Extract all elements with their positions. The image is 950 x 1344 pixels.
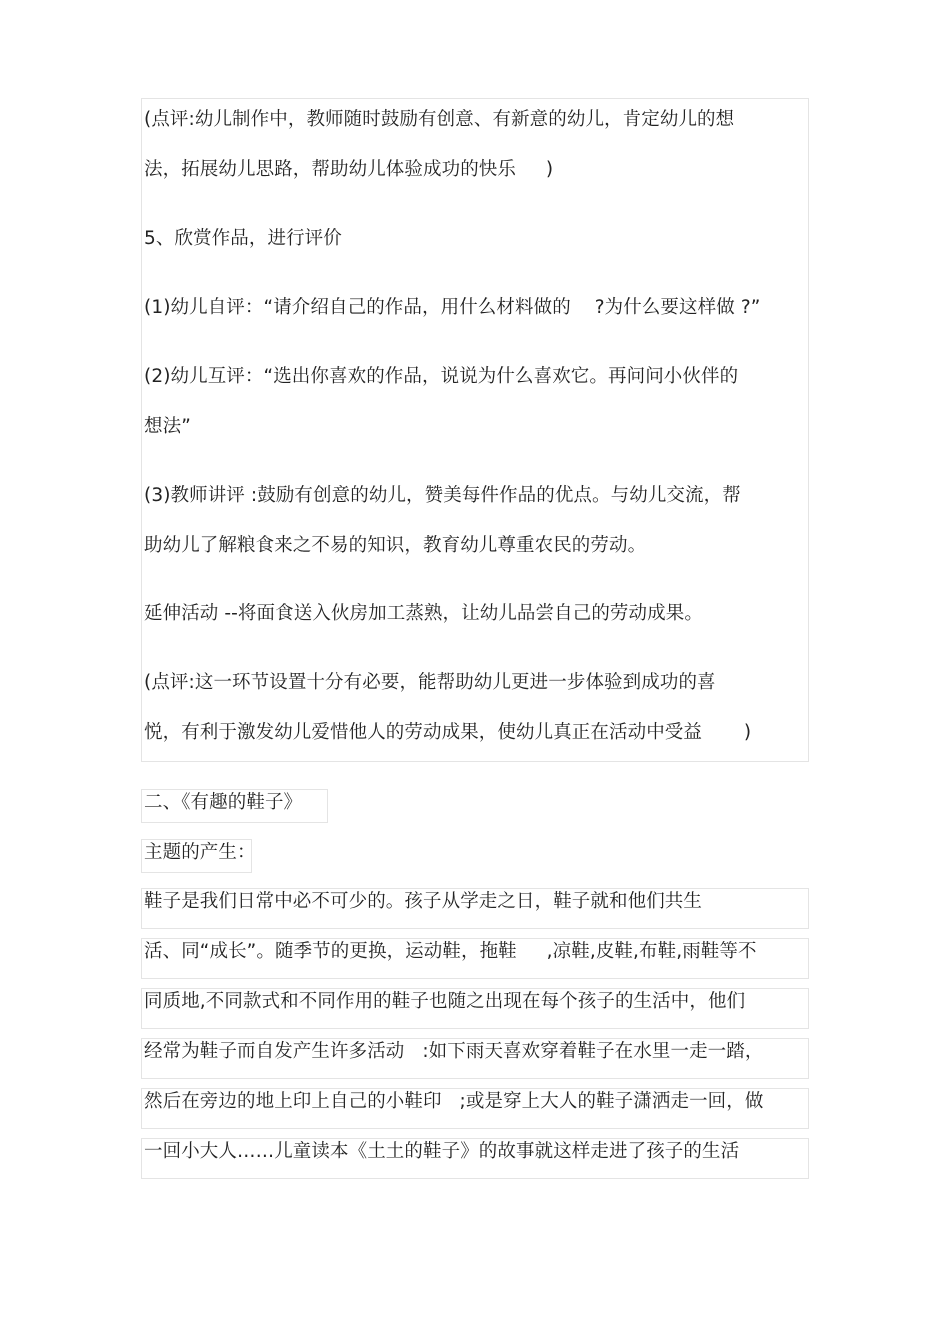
section-heading: 二、《有趣的鞋子》 bbox=[144, 792, 303, 813]
text-line: 经常为鞋子而自发产生许多活动 :如下雨天喜欢穿着鞋子在水里一走一踏， bbox=[144, 1041, 764, 1062]
section-frame bbox=[141, 98, 809, 762]
text-line: 悦，有利于激发幼儿爱惜他人的劳动成果，使幼儿真正在活动中受益 ) bbox=[144, 722, 752, 743]
text-line: (3)教师讲评 :鼓励有创意的幼儿，赞美每件作品的优点。与幼儿交流，帮 bbox=[144, 485, 741, 506]
text-line: 想法” bbox=[144, 416, 191, 437]
text-line: 鞋子是我们日常中必不可少的。孩子从学走之日，鞋子就和他们共生 bbox=[144, 891, 703, 912]
text-line: 然后在旁边的地上印上自己的小鞋印 ;或是穿上大人的鞋子潇洒走一回，做 bbox=[144, 1091, 764, 1112]
text-line: (2)幼儿互评：“选出你喜欢的作品，说说为什么喜欢它。再问问小伙伴的 bbox=[144, 366, 739, 387]
text-line: 助幼儿了解粮食来之不易的知识，教育幼儿尊重农民的劳动。 bbox=[144, 535, 647, 556]
text-line: (点评:幼儿制作中，教师随时鼓励有创意、有新意的幼儿，肯定幼儿的想 bbox=[144, 109, 735, 130]
text-line: 5、欣赏作品，进行评价 bbox=[144, 228, 342, 249]
text-line: 法，拓展幼儿思路，帮助幼儿体验成功的快乐 ) bbox=[144, 159, 554, 180]
text-line: (1)幼儿自评：“请介绍自己的作品，用什么材料做的 ?为什么要这样做 ?” bbox=[144, 297, 761, 318]
subsection-heading: 主题的产生： bbox=[144, 842, 256, 863]
text-line: 同质地,不同款式和不同作用的鞋子也随之出现在每个孩子的生活中，他们 bbox=[144, 991, 746, 1012]
text-line: 活、同“成长”。随季节的更换，运动鞋，拖鞋 ,凉鞋,皮鞋,布鞋,雨鞋等不 bbox=[144, 941, 757, 962]
text-line: 延伸活动 --将面食送入伙房加工蒸熟，让幼儿品尝自己的劳动成果。 bbox=[144, 603, 703, 624]
text-line: 一回小大人……儿童读本《土土的鞋子》的故事就这样走进了孩子的生活 bbox=[144, 1141, 740, 1162]
text-line: (点评:这一环节设置十分有必要，能帮助幼儿更进一步体验到成功的喜 bbox=[144, 672, 716, 693]
